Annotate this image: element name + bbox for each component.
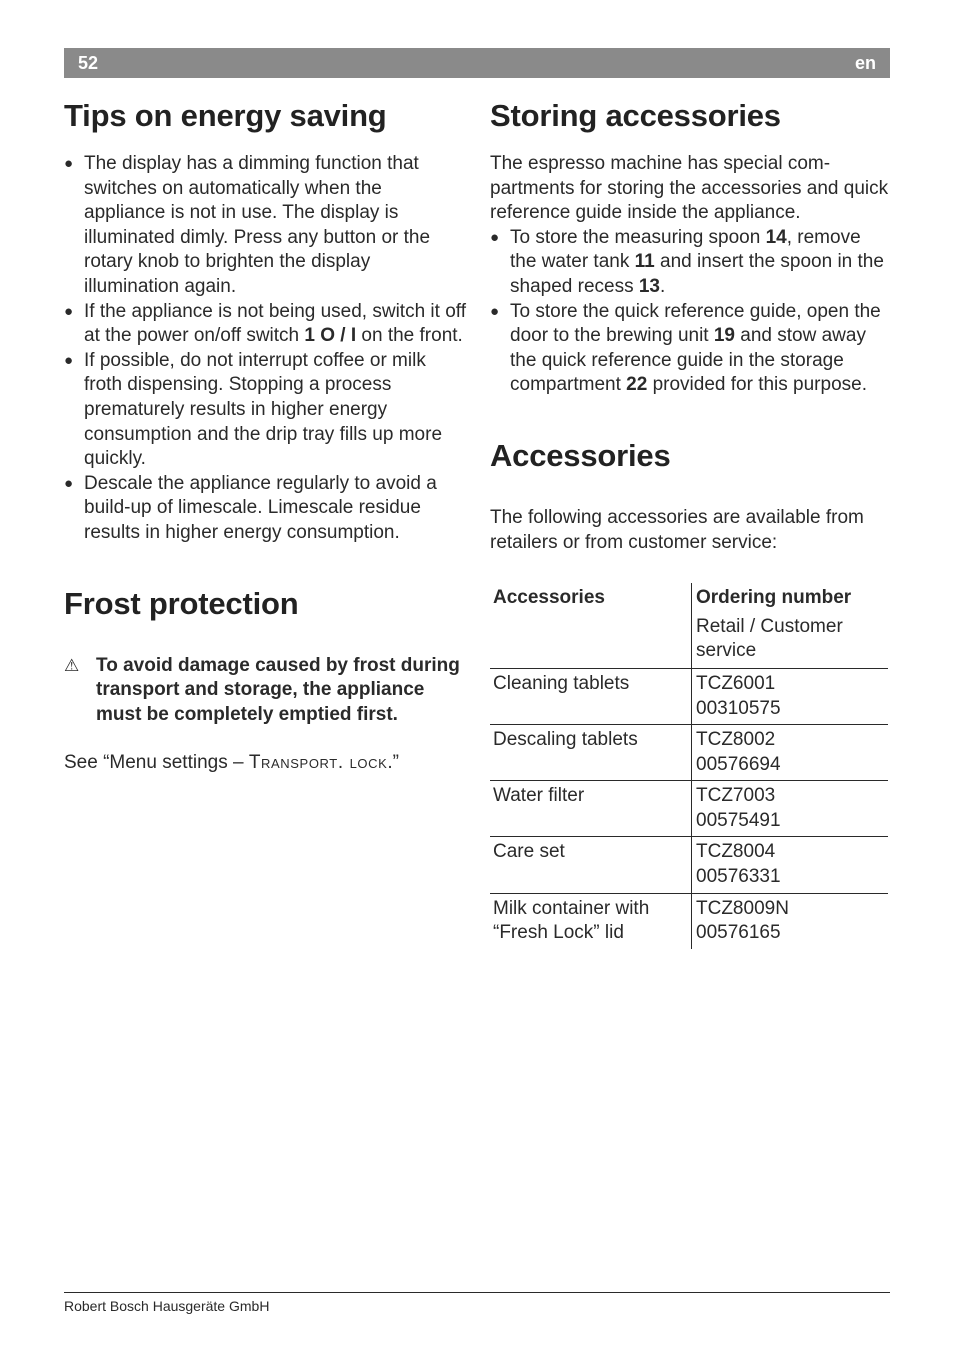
table-header-accessories: Accessories: [493, 587, 605, 609]
table-row: Care set TCZ8004 00576331: [490, 837, 888, 893]
transport-lock-menu: Transport. lock: [248, 752, 388, 774]
footer-company: Robert Bosch Hausgeräte GmbH: [64, 1298, 270, 1314]
table-header-row: [490, 583, 888, 668]
table-row: Descaling tablets TCZ8002 00576694: [490, 725, 888, 781]
storing-list: [490, 226, 890, 398]
left-column: [64, 96, 466, 776]
accessories-intro: The following accessories are available from retailers or from customer service:: [490, 506, 864, 553]
table-row: Milk container with “Fresh Lock” lid TCZ8009N 00576165: [490, 893, 888, 949]
list-item: ● The display has a dimming function that switches on automatically when the appliance is not in use. The display is illuminated dimly. Press any button or the rotary knob to brighten the display illumination again.: [64, 152, 466, 300]
frost-warning: [64, 654, 466, 728]
table-row: Cleaning tablets TCZ6001 00310575: [490, 668, 888, 724]
see-menu-settings: See “Menu settings – Transport. lock.”: [64, 752, 399, 774]
list-item: ● If possible, do not interrupt coffee or milk froth dispensing. Stopping a process prematurely results in higher energy consumption and the drip tray fills up more quickly.: [64, 349, 466, 472]
energy-tips-list: [64, 152, 466, 546]
energy-saving-heading: Tips on energy saving: [64, 98, 387, 133]
accessories-table: [490, 583, 888, 949]
list-item: ● To store the measuring spoon 14, remove the water tank 11 and insert the spoon in the shaped recess 13.: [490, 226, 890, 300]
warning-icon: ⚠: [64, 655, 80, 675]
page-header-bar: [64, 48, 890, 78]
storing-accessories-heading: Storing accessories: [490, 98, 781, 133]
frost-protection-heading: Frost protection: [64, 585, 299, 621]
storing-intro: The espresso machine has special compartments for storing the accessories and quick reference guide inside the appliance.: [490, 153, 889, 224]
table-header-ordering: Ordering number Retail / Customer service: [692, 583, 889, 668]
footer-divider: [64, 1292, 890, 1293]
table-subheader: Retail / Customer service: [696, 615, 843, 662]
list-item: ● Descale the appliance regularly to avoid a build-up of limescale. Limescale residue results in higher energy consumption.: [64, 472, 466, 546]
power-switch-symbol: 1 O / I: [304, 325, 357, 347]
language-code: en: [854, 52, 876, 73]
table-row: Water filter TCZ7003 00575491: [490, 781, 888, 837]
page-number: 52: [78, 52, 99, 73]
accessories-heading: Accessories: [490, 437, 671, 473]
list-item: ● If the appliance is not being used, switch it off at the power on/off switch 1 O / I on the front.: [64, 300, 466, 349]
list-item: ● To store the quick reference guide, open the door to the brewing unit 19 and stow away the quick reference guide in the storage compartment 22 provided for this purpose.: [490, 300, 890, 398]
warning-text: To avoid damage caused by frost during transport and storage, the appliance must be completely emptied first.: [96, 654, 460, 725]
right-column: [490, 96, 890, 949]
